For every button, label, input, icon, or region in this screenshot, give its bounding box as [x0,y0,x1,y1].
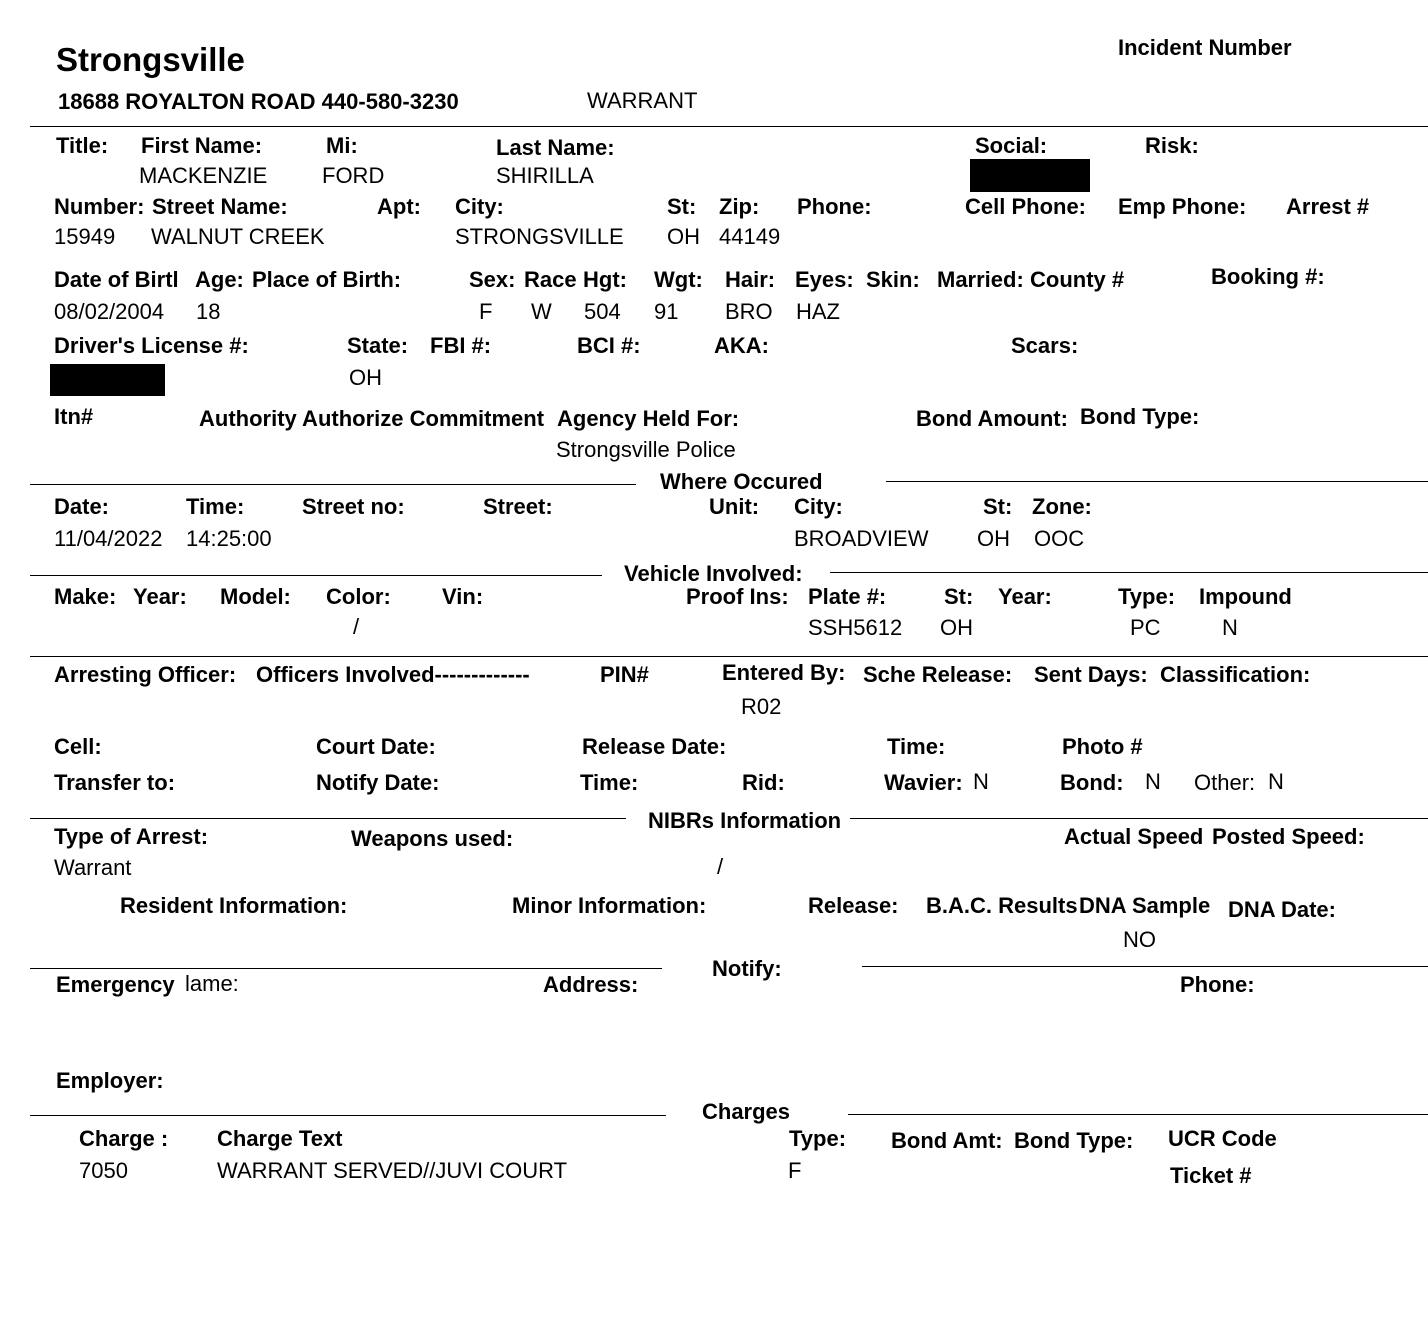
sex-label: Sex: [469,267,516,292]
divider [830,572,1428,573]
where-city-value: BROADVIEW [794,526,929,551]
other-label: Other: [1194,770,1256,795]
release-label: Release: [808,893,899,918]
eyes-label: Eyes: [795,267,854,292]
entered-by-label: Entered By: [722,660,846,685]
title-label: Title: [56,133,109,158]
actual-speed-label: Actual Speed [1064,824,1204,849]
bond-value: N [1145,769,1161,794]
city-label: City: [455,194,504,219]
age-value: 18 [196,299,221,324]
notify-phone-label: Phone: [1180,972,1255,997]
wgt-value: 91 [654,299,679,324]
age-label: Age: [195,267,244,292]
officers-involved-label: Officers Involved------------- [256,662,530,687]
divider [30,818,626,819]
first-name-value: MACKENZIE [139,163,268,188]
time-value: 14:25:00 [186,526,272,551]
model-label: Model: [220,584,291,609]
vin-label: Vin: [442,584,484,609]
number-value: 15949 [54,224,116,249]
dna-date-label: DNA Date: [1228,897,1336,922]
weapons-used-value: / [717,854,724,879]
divider [30,656,1428,657]
cell-label: Cell: [54,734,102,759]
photo-label: Photo # [1062,734,1143,759]
divider [886,481,1428,482]
skin-label: Skin: [866,267,920,292]
emp-phone-label: Emp Phone: [1118,194,1247,219]
apt-label: Apt: [377,194,421,219]
first-name-label: First Name: [141,133,263,158]
county-label: County # [1030,267,1125,292]
st-value: OH [667,224,700,249]
bac-results-label: B.A.C. Results [926,893,1078,918]
notify-time-label: Time: [580,770,639,795]
release-date-label: Release Date: [582,734,727,759]
dob-label: Date of Birtl [54,267,179,292]
hgt-value: 504 [584,299,621,324]
ucr-code-label: UCR Code [1168,1126,1277,1151]
sche-release-label: Sche Release: [863,662,1013,687]
pin-label: PIN# [600,662,649,687]
drivers-license-label: Driver's License #: [54,333,249,358]
eyes-value: HAZ [796,299,840,324]
where-st-value: OH [977,526,1010,551]
risk-label: Risk: [1145,133,1199,158]
ticket-label: Ticket # [1170,1163,1252,1188]
charge-code-value: 7050 [79,1158,128,1183]
date-value: 11/04/2022 [54,526,163,551]
zone-label: Zone: [1032,494,1092,519]
notify-heading: Notify: [712,956,782,981]
st-label: St: [667,194,697,219]
state-label: State: [347,333,409,358]
color-label: Color: [326,584,391,609]
charge-label: Charge : [79,1126,169,1151]
mi-label: Mi: [326,133,358,158]
minor-info-label: Minor Information: [512,893,707,918]
zip-value: 44149 [719,224,781,249]
wgt-label: Wgt: [654,267,703,292]
place-of-birth-label: Place of Birth: [252,267,402,292]
rid-label: Rid: [742,770,785,795]
bond-label: Bond: [1060,770,1124,795]
street-name-value: WALNUT CREEK [151,224,325,249]
entered-by-value: R02 [741,694,782,719]
divider [30,1115,666,1116]
fbi-label: FBI #: [430,333,492,358]
divider [862,966,1428,967]
notify-date-label: Notify Date: [316,770,440,795]
charge-bond-amt-label: Bond Amt: [891,1128,1003,1153]
court-date-label: Court Date: [316,734,436,759]
dob-value: 08/02/2004 [54,299,165,324]
street-name-label: Street Name: [152,194,288,219]
agency-held-value: Strongsville Police [556,437,736,462]
other-value: N [1268,769,1284,794]
social-redaction [970,159,1090,192]
year-label: Year: [133,584,187,609]
phone-label: Phone: [797,194,872,219]
divider [30,484,636,485]
incident-number-label: Incident Number [1118,35,1292,60]
type-of-arrest-label: Type of Arrest: [54,824,209,849]
vehicle-st-value: OH [940,615,973,640]
where-occured-heading: Where Occured [660,469,823,494]
bond-type-label: Bond Type: [1080,404,1200,429]
wavier-label: Wavier: [884,770,963,795]
sex-value: F [479,299,493,324]
street-label: Street: [483,494,553,519]
dna-sample-value: NO [1123,927,1156,952]
vehicle-year-label: Year: [998,584,1052,609]
scars-label: Scars: [1011,333,1079,358]
charge-text-value: WARRANT SERVED//JUVI COURT [217,1158,568,1183]
married-label: Married: [937,267,1024,292]
emergency-name-label: lame: [185,971,239,996]
divider [30,968,662,969]
city-value: STRONGSVILLE [455,224,624,249]
color-value: / [353,614,360,639]
last-name-value: SHIRILLA [496,163,594,188]
type-value: PC [1130,615,1161,640]
divider [850,818,1428,819]
release-time-label: Time: [887,734,946,759]
employer-label: Employer: [56,1068,164,1093]
divider [30,126,1428,127]
nibrs-heading: NIBRs Information [648,808,842,833]
mi-value: FORD [322,163,385,188]
sent-days-label: Sent Days: [1034,662,1148,687]
agency-held-label: Agency Held For: [557,406,740,431]
arresting-officer-label: Arresting Officer: [54,662,237,687]
state-value: OH [349,365,382,390]
number-label: Number: [54,194,145,219]
agency-address: 18688 ROYALTON ROAD 440-580-3230 [58,89,459,114]
zip-label: Zip: [719,194,760,219]
aka-label: AKA: [714,333,769,358]
cell-phone-label: Cell Phone: [965,194,1087,219]
wavier-value: N [973,769,989,794]
booking-label: Booking #: [1211,264,1325,289]
race-label: Race [524,267,577,292]
weapons-used-label: Weapons used: [351,826,514,851]
vehicle-heading: Vehicle Involved: [624,561,803,586]
where-st-label: St: [983,494,1013,519]
plate-value: SSH5612 [808,615,903,640]
where-city-label: City: [794,494,843,519]
type-of-arrest-value: Warrant [54,855,132,880]
report-type: WARRANT [587,88,698,113]
impound-value: N [1222,615,1238,640]
arrest-number-label: Arrest # [1286,194,1370,219]
divider [848,1114,1428,1115]
charge-type-value: F [788,1158,802,1183]
charges-heading: Charges [702,1099,791,1124]
unit-label: Unit: [709,494,760,519]
charge-text-label: Charge Text [217,1126,343,1151]
authority-label: Authority Authorize Commitment [199,406,545,431]
license-redaction [50,364,165,396]
divider [30,575,602,576]
agency-name: Strongsville [56,41,245,78]
address-label: Address: [543,972,639,997]
last-name-label: Last Name: [496,135,615,160]
transfer-to-label: Transfer to: [54,770,176,795]
impound-label: Impound [1199,584,1292,609]
classification-label: Classification: [1160,662,1311,687]
type-label: Type: [1118,584,1176,609]
race-value: W [531,299,552,324]
charge-type-label: Type: [789,1126,847,1151]
dna-sample-label: DNA Sample [1079,893,1211,918]
bci-label: BCI #: [577,333,641,358]
resident-info-label: Resident Information: [120,893,348,918]
posted-speed-label: Posted Speed: [1212,824,1365,849]
hair-label: Hair: [725,267,776,292]
charge-bond-type-label: Bond Type: [1014,1128,1134,1153]
bond-amount-label: Bond Amount: [916,406,1068,431]
hair-value: BRO [725,299,773,324]
social-label: Social: [975,133,1048,158]
street-no-label: Street no: [302,494,405,519]
proof-ins-label: Proof Ins: [686,584,789,609]
hgt-label: Hgt: [583,267,627,292]
time-label: Time: [186,494,245,519]
plate-label: Plate #: [808,584,887,609]
make-label: Make: [54,584,117,609]
itn-label: Itn# [54,404,94,429]
emergency-label: Emergency [56,972,175,997]
date-label: Date: [54,494,110,519]
zone-value: OOC [1034,526,1085,551]
vehicle-st-label: St: [944,584,974,609]
